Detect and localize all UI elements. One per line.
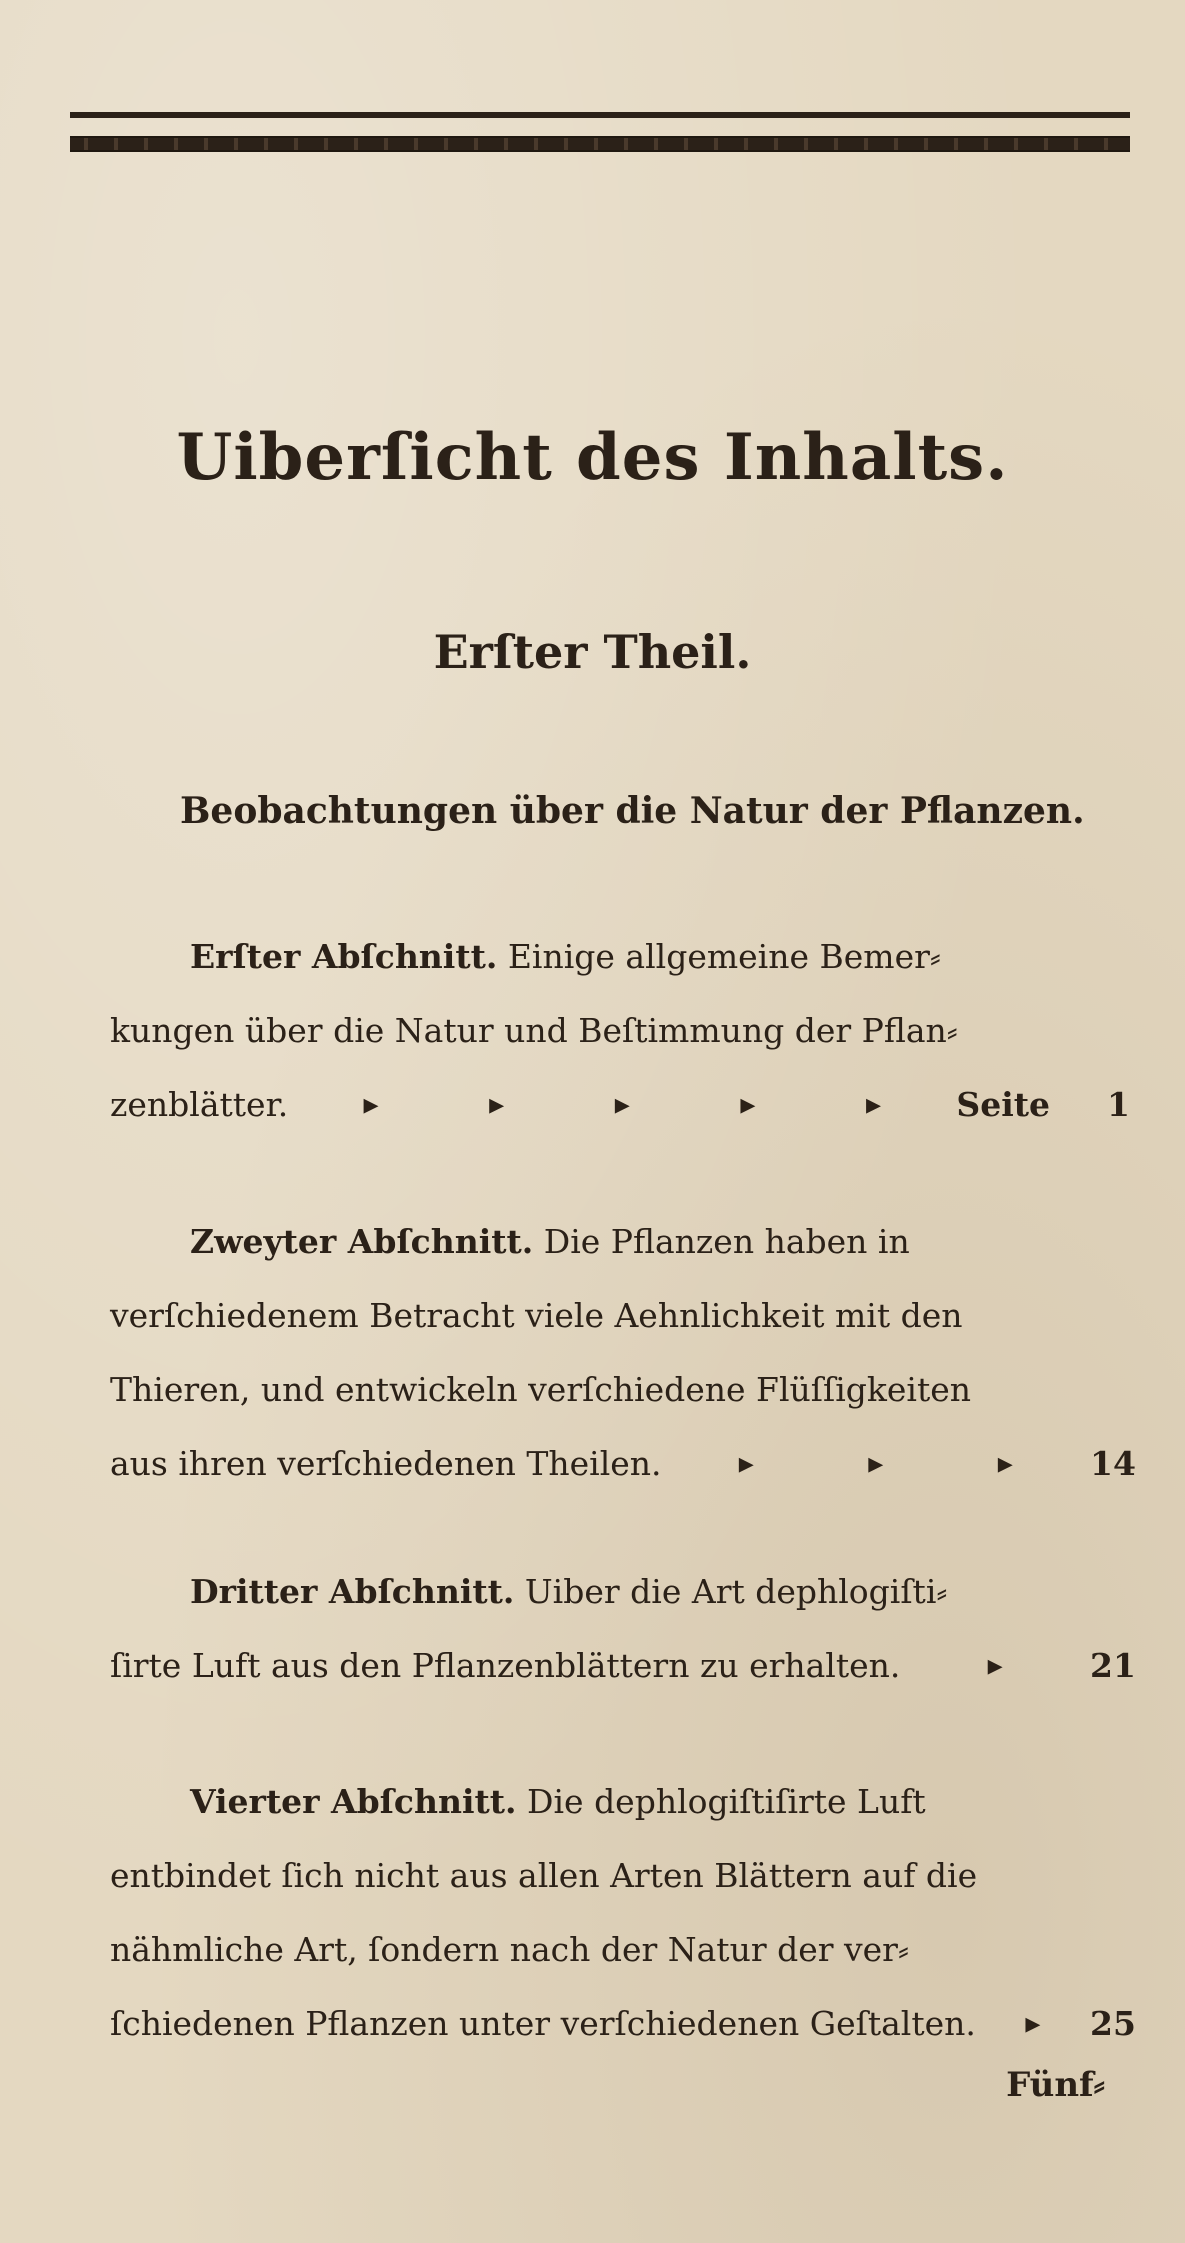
section-label: Erſter Abſchnitt.: [190, 937, 498, 976]
page-number: 25: [1090, 2004, 1136, 2043]
entry-text: Die Pflanzen haben in: [543, 1222, 910, 1261]
seite-label: Seite: [956, 1085, 1050, 1124]
entry-line: verſchiedenem Betracht viele Aehnlichkeit mit den: [110, 1296, 963, 1335]
entry-text: Uiber die Art dephlogiſti⸗: [524, 1572, 948, 1611]
entry-text: aus ihren verſchiedenen Theilen.: [110, 1444, 662, 1483]
entry-line: nähmliche Art, ſondern nach der Natur der ver⸗: [110, 1930, 909, 1969]
page-number: 1: [1107, 1085, 1130, 1124]
toc-entry-2: [110, 1205, 1136, 1501]
part-heading: Erſter Theil.: [433, 625, 752, 679]
entry-text: ſirte Luft aus den Pflanzenblättern zu erhalten.: [110, 1646, 901, 1685]
section-label: Zweyter Abſchnitt.: [190, 1222, 534, 1261]
page-number: 21: [1090, 1646, 1136, 1685]
page-number: 14: [1090, 1444, 1136, 1483]
entry-line: [110, 1205, 1130, 1279]
entry-text: ſchiedenen Pflanzen unter verſchiedenen Geſtalten.: [110, 2004, 976, 2043]
entry-line: [110, 1987, 1136, 2061]
top-rule: [70, 112, 1130, 118]
leader-dots: ▸ ▸ ▸: [738, 1446, 1013, 1481]
entry-line: entbindet ſich nicht aus allen Arten Blättern auf die: [110, 1856, 978, 1895]
section-label: Dritter Abſchnitt.: [190, 1572, 515, 1611]
toc-entry-3: [110, 1555, 1136, 1703]
ornamental-rule: [70, 136, 1130, 152]
entry-text: zenblätter.: [110, 1085, 289, 1124]
entry-line: [110, 1629, 1136, 1703]
entry-line: [110, 1555, 1130, 1629]
entry-text: Einige allgemeine Bemer⸗: [507, 937, 941, 976]
page-title: Uiberſicht des Inhalts.: [176, 420, 1009, 495]
catchword: Fünf⸗: [1006, 2065, 1105, 2105]
entry-text: Die dephlogiſtiſirte Luft: [527, 1782, 926, 1821]
leader-dots: ▸ ▸ ▸ ▸ ▸: [363, 1087, 882, 1122]
entry-line: kungen über die Natur und Beſtimmung der Pflan⸗: [110, 1011, 958, 1050]
entry-line: [110, 1068, 1130, 1142]
section-label: Vierter Abſchnitt.: [190, 1782, 517, 1821]
leader-dots: ▸: [1025, 2006, 1041, 2041]
entry-line: [110, 920, 1130, 994]
leader-dots: ▸: [987, 1648, 1003, 1683]
subject-heading: Beobachtungen über die Natur der Pflanzen.: [180, 790, 1085, 832]
entry-line: Thieren, und entwickeln verſchiedene Flüſſigkeiten: [110, 1370, 971, 1409]
toc-entry-1: [110, 920, 1130, 1142]
entry-line: [110, 1765, 1130, 1839]
entry-line: [110, 1427, 1136, 1501]
toc-entry-4: [110, 1765, 1136, 2061]
